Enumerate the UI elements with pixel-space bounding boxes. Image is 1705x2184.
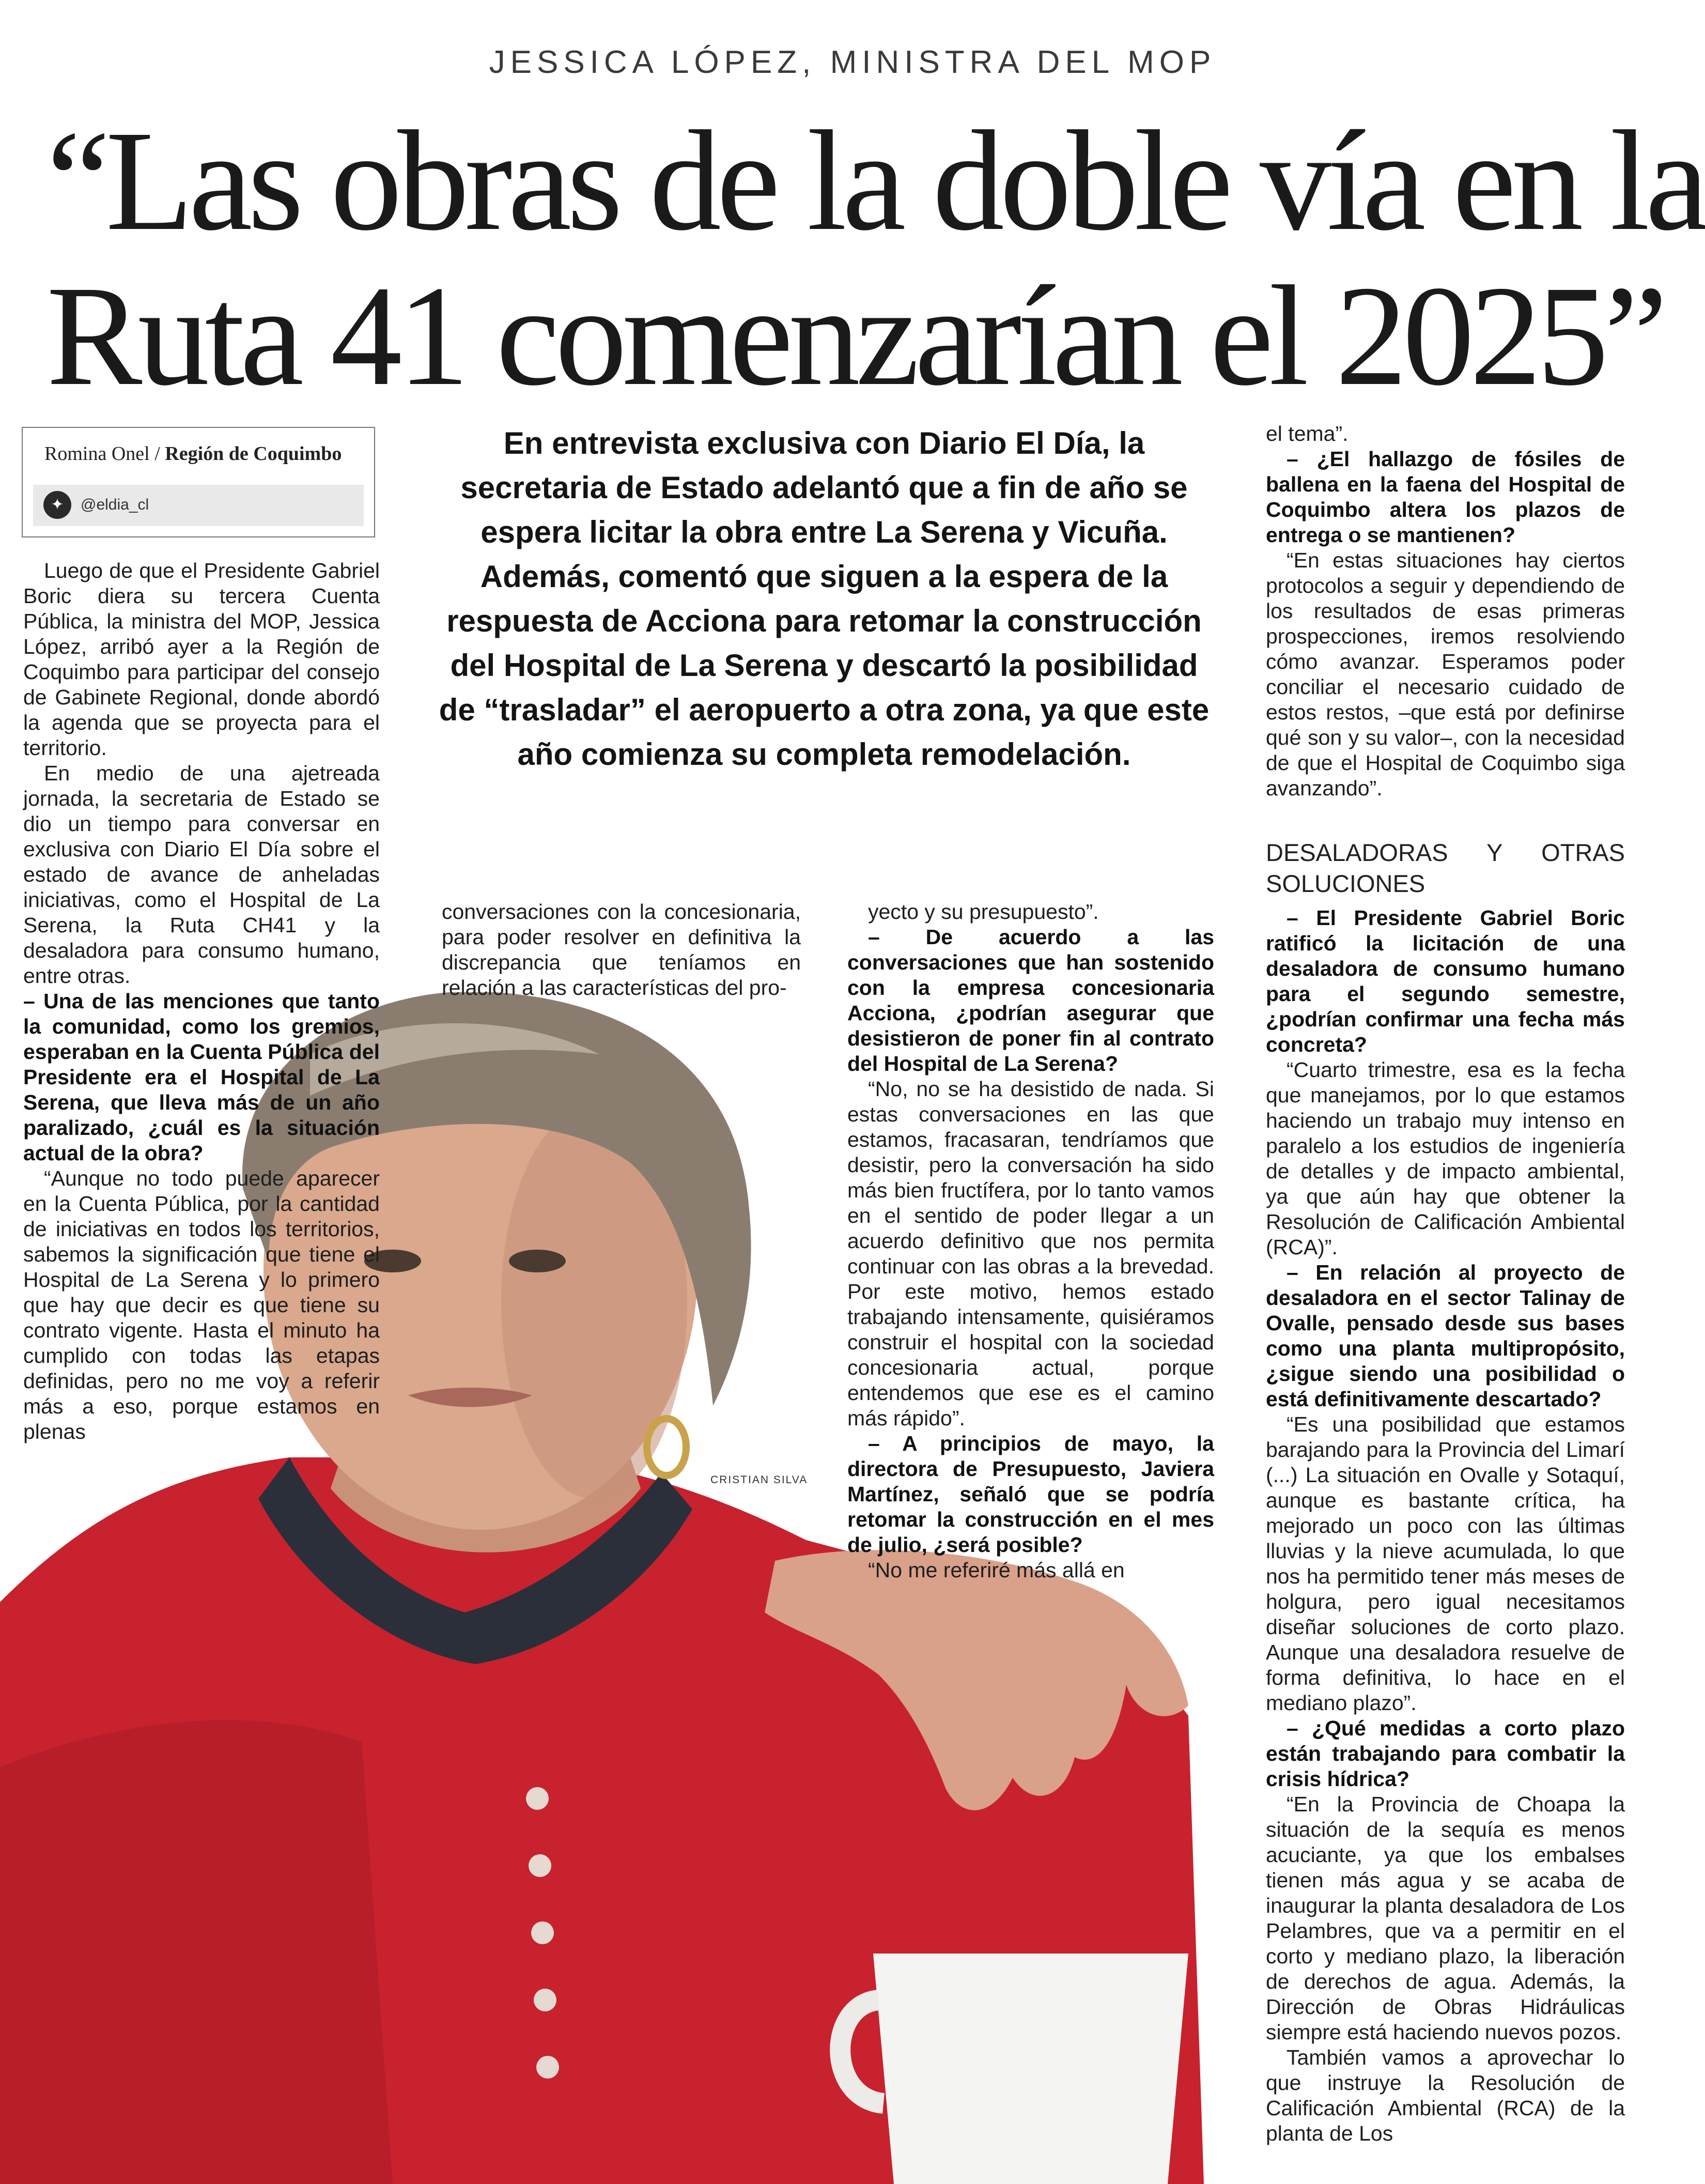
kicker: JESSICA LÓPEZ, MINISTRA DEL MOP bbox=[489, 44, 1216, 80]
button-5 bbox=[536, 2056, 559, 2079]
byline-box bbox=[22, 427, 375, 537]
button-2 bbox=[529, 1854, 551, 1877]
column-4 bbox=[1266, 421, 1625, 2146]
button-1 bbox=[526, 1787, 549, 1810]
c4-answer-2: “Cuarto trimestre, esa es la fecha que manejamos, por lo que estamos haciendo un trabajo muy intenso en paralelo a los estudios de ingeniería de detalles y de impacto ambiental, ya que aún hay que obtener la Resolución de Calificación Ambiental (RCA)”. bbox=[1266, 1058, 1625, 1259]
c3-answer-2: “No me referiré más allá en bbox=[868, 1558, 1125, 1582]
column-1 bbox=[23, 558, 380, 1444]
c4-answer-5: También vamos a aprovechar lo que instruye la Resolución de Calificación Ambiental (RCA) de la planta de Los bbox=[1266, 2045, 1625, 2145]
c4-question-3: – En relación al proyecto de desaladora en el sector Talinay de Ovalle, pensado desde sus bases como una planta multipropósito, ¿sigue siendo una posibilidad o está definitivamente descartado? bbox=[1266, 1260, 1625, 1411]
headline-line-2: Ruta 41 comenzarían el 2025” bbox=[47, 256, 1664, 416]
c4-question-4: – ¿Qué medidas a corto plazo están trabajando para combatir la crisis hídrica? bbox=[1266, 1716, 1625, 1791]
button-3 bbox=[531, 1921, 554, 1944]
c2-paragraph-1: conversaciones con la concesionaria, para poder resolver en definitiva la discrepancia que teníamos en relación a las características del pro- bbox=[442, 900, 801, 999]
photo-credit: CRISTIAN SILVA bbox=[710, 1474, 808, 1486]
c4-question-2: – El Presidente Gabriel Boric ratificó la licitación de una desaladora de consumo humano para el segundo semestre, ¿podrían confirmar una fecha más concreta? bbox=[1266, 906, 1625, 1056]
headline-line-1: “Las obras de la doble vía en la bbox=[47, 101, 1704, 260]
column-2 bbox=[442, 899, 801, 1001]
cup-shape bbox=[873, 1954, 1188, 2184]
c4-answer-4: “En la Provincia de Choapa la situación de la sequía es menos acuciante, ya que los embalses tienen más agua y se acaba de inaugurar la planta desaladora de Los Pelambres, que va a permitir en el corto y mediano plazo, la liberación de derechos de agua. Además, la Dirección de Obras Hidráulicas siempre está haciendo nuevos pozos. bbox=[1266, 1792, 1625, 2044]
column-3 bbox=[847, 899, 1214, 1583]
c4-paragraph-1: el tema”. bbox=[1266, 422, 1349, 445]
headline bbox=[47, 101, 1704, 416]
lead-paragraph: En entrevista exclusiva con Diario El Día, la secretaria de Estado adelantó que a fin de año se espera licitar la obra entre La Serena y Vicuña. Además, comentó que siguen a la espera de la respuesta de Acciona para retomar la construcción del Hospital de La Serena y descartó la posibilidad de “trasladar” el aeropuerto a otra zona, ya que este año comienza su completa remodelación. bbox=[439, 426, 1210, 772]
c4-answer-3: “Es una posibilidad que estamos barajando para la Provincia del Limarí (...) La situación en Ovalle y Sotaquí, aunque es bastante crítica, ha mejorado un poco con las últimas lluvias y la nieve acumulada, lo que nos ha permitido tener más meses de holgura, pero igual necesitamos diseñar soluciones de corto plazo. Aunque una desaladora resuelve de forma definitiva, lo hace en el mediano plazo”. bbox=[1266, 1412, 1625, 1715]
c1-question-1: – Una de las menciones que tanto la comunidad, como los gremios, esperaban en la Cuenta Pública del Presidente era el Hospital de La Serena, que lleva más de un año paralizado, ¿cuál es la situación actual de la obra? bbox=[23, 989, 380, 1165]
c4-subheading: DESALADORAS Y OTRAS SOLUCIONES bbox=[1266, 839, 1625, 897]
sweater-shadow bbox=[0, 1720, 393, 2184]
social-bar bbox=[33, 485, 364, 526]
c3-question-1: – De acuerdo a las conversaciones que han sostenido con la empresa concesionaria Acciona, ¿podrían asegurar que desistieron de poner fin al contrato del Hospital de La Serena? bbox=[847, 925, 1214, 1075]
author-region: Región de Coquimbo bbox=[165, 443, 342, 465]
twitter-bird-icon: ✦ bbox=[43, 491, 71, 519]
c3-answer-1: “No, no se ha desistido de nada. Si estas conversaciones en las que estamos, fracasaran, tendríamos que desistir, pero la conversación ha sido más bien fructífera, por lo tanto vamos en el sentido de poder llegar a un acuerdo definitivo que nos permita continuar con las obras a la brevedad. Por este motivo, hemos estado trabajando intensamente, quisiéramos construir el hospital con la sociedad concesionaria actual, porque entendemos que ese es el camino más rápido”. bbox=[847, 1077, 1214, 1430]
button-4 bbox=[534, 1989, 556, 2011]
c3-paragraph-1: yecto y su presupuesto”. bbox=[868, 900, 1099, 924]
c1-paragraph-1: Luego de que el Presidente Gabriel Boric diera su tercera Cuenta Pública, la ministra del MOP, Jessica López, arribó ayer a la Región de Coquimbo para participar del consejo de Gabinete Regional, donde abordó la agenda que se proyecta para el territorio. bbox=[23, 559, 380, 760]
author-name: Romina Onel / bbox=[44, 443, 160, 465]
c4-answer-1: “En estas situaciones hay ciertos protocolos a seguir y dependiendo de los resultados de esas primeras prospecciones, iremos resolviendo cómo avanzar. Esperamos poder conciliar el necesario cuidado de estos restos, –que está por definirse qué son y su valor–, con la necesidad de que el Hospital de Coquimbo siga avanzando”. bbox=[1266, 548, 1625, 800]
c1-answer-1: “Aunque no todo puede aparecer en la Cuenta Pública, por la cantidad de iniciativas en todos los territorios, sabemos la significación que tiene el Hospital de La Serena y lo primero que hay que decir es que tiene su contrato vigente. Hasta el minuto ha cumplido con todas las etapas definidas, pero no me voy a referir más a eso, porque estamos en plenas bbox=[23, 1166, 380, 1443]
c1-paragraph-2: En medio de una ajetreada jornada, la secretaria de Estado se dio un tiempo para conversar en exclusiva con Diario El Día sobre el estado de avance de anheladas iniciativas, como el Hospital de La Serena, la Ruta CH41 y la desaladora para consumo humano, entre otras. bbox=[23, 761, 380, 988]
eye-right bbox=[509, 1250, 566, 1272]
twitter-handle[interactable]: @eldia_cl bbox=[81, 496, 149, 513]
c3-question-2: – A principios de mayo, la directora de Presupuesto, Javiera Martínez, señaló que se podría retomar la construcción en el mes de julio, ¿será posible? bbox=[847, 1432, 1214, 1557]
c4-question-1: – ¿El hallazgo de fósiles de ballena en la faena del Hospital de Coquimbo altera los plazos de entrega o se mantienen? bbox=[1266, 447, 1625, 547]
byline-author bbox=[44, 442, 342, 465]
